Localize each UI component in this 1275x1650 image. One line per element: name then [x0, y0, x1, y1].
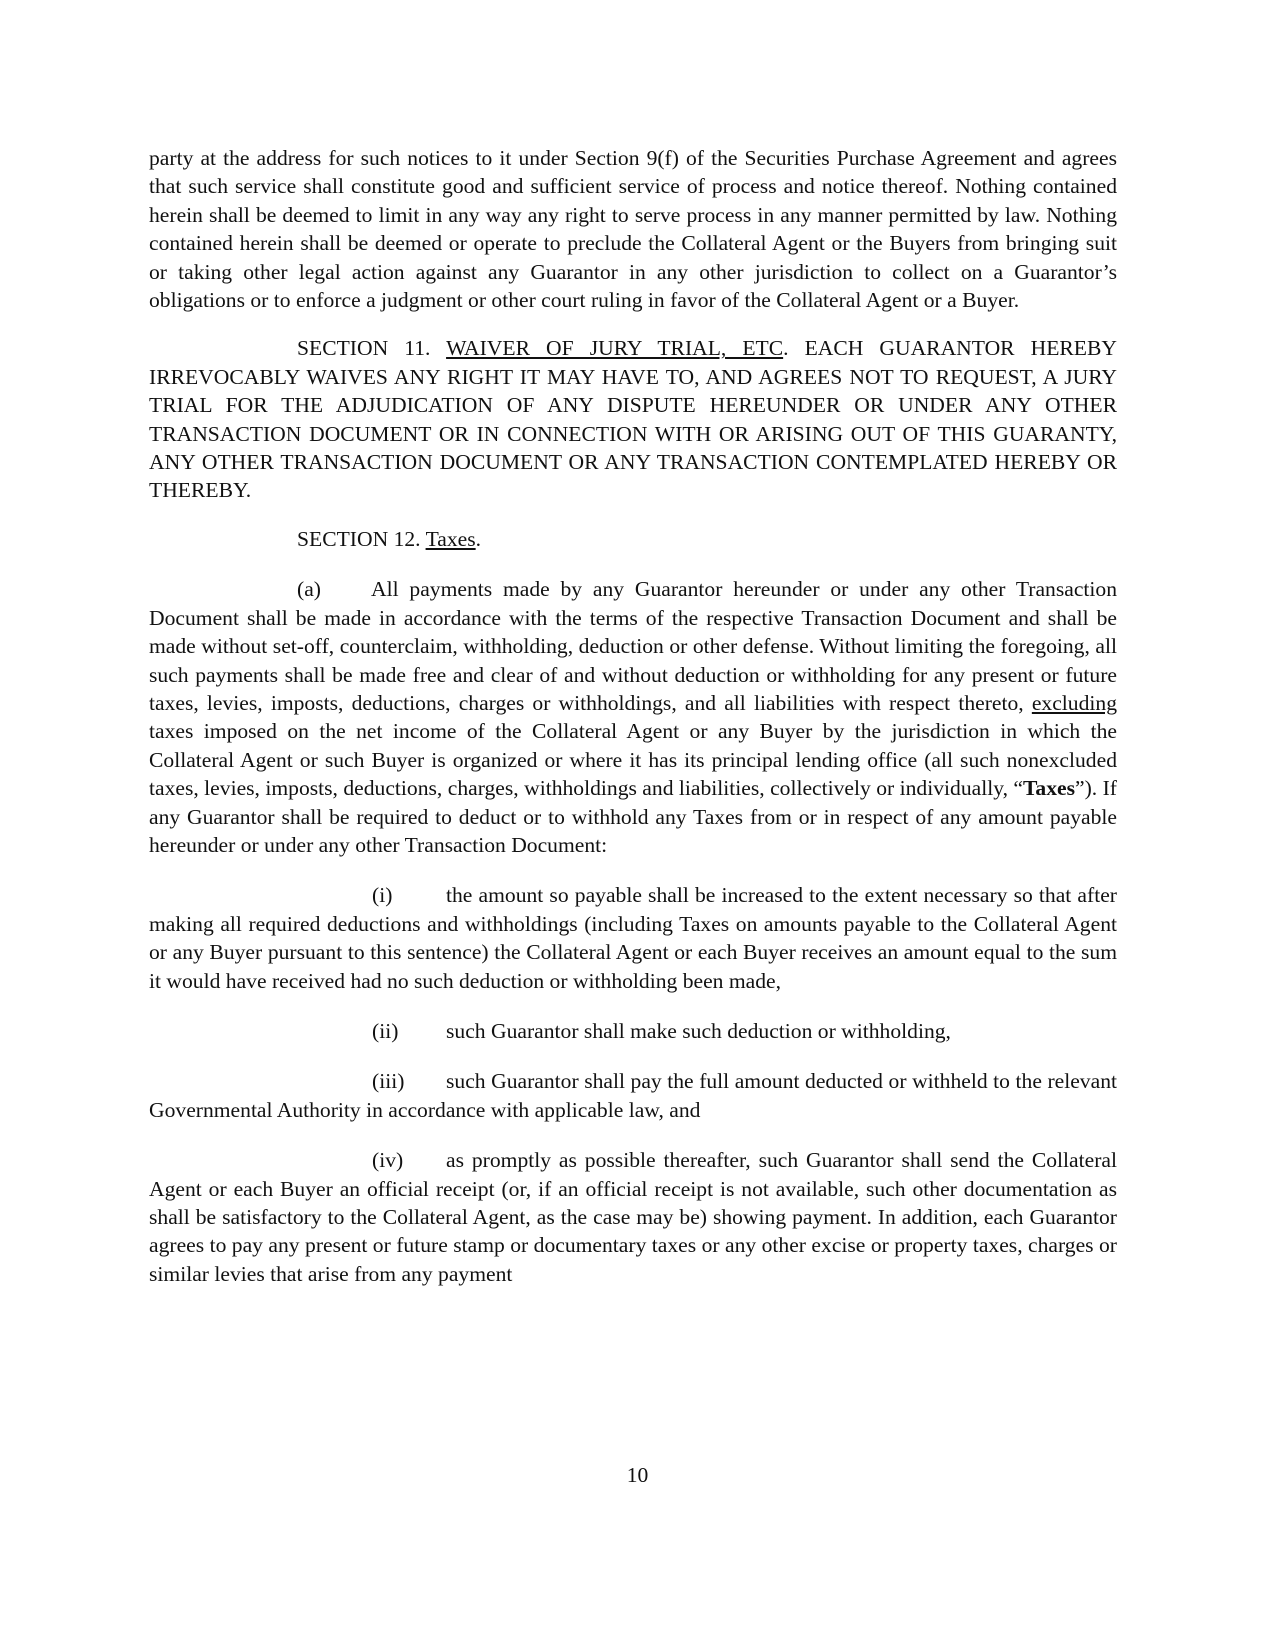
item-iv-paragraph — [149, 1146, 1117, 1288]
paragraph-text: party at the address for such notices to it under Section 9(f) of the Securities Purchase Agreement and agrees that such service shall constitute good and sufficient service of process and notice thereof. Nothing contained herein shall be deemed to limit in any way any right to serve process in any manner permitted by law. Nothing contained herein shall be deemed or operate to preclude the Collateral Agent or the Buyers from bringing suit or taking other legal action against any Guarantor in any other jurisdiction to collect on a Guarantor’s obligations or to enforce a judgment or other court ruling in favor of the Collateral Agent or a Buyer. — [149, 146, 1117, 313]
section-11-title: WAIVER OF JURY TRIAL, ETC — [446, 336, 784, 361]
section-11-body: EACH GUARANTOR HEREBY IRREVOCABLY WAIVES ANY RIGHT IT MAY HAVE TO, AND AGREES NOT TO REQUEST, A JURY TRIAL FOR THE ADJUDICATION OF ANY DISPUTE HEREUNDER OR UNDER ANY OTHER TRANSACTION DOCUMENT OR IN CONNECTION WITH OR ARISING OUT OF THIS GUARANTY, ANY OTHER TRANSACTION DOCUMENT OR ANY TRANSACTION CONTEMPLATED HEREBY OR THEREBY. — [149, 336, 1117, 503]
clause-a-text-2: taxes imposed on the net income of the Collateral Agent or any Buyer by the jurisdiction in which the Collateral Agent or such Buyer is organized or where it has its principal lending office (all such nonexcluded taxes, levies, imposts, deductions, charges, withholdings and liabilities, collectively or individually, “ — [149, 719, 1117, 801]
clause-a-text-1: All payments made by any Guarantor hereunder or under any other Transaction Document shall be made in accordance with the terms of the respective Transaction Document and shall be made without set-off, counterclaim, withholding, deduction or other defense. Without limiting the foregoing, all such payments shall be made free and clear of and without deduction or withholding for any present or future taxes, levies, imposts, deductions, charges or withholdings, and all liabilities with respect thereto, — [149, 577, 1117, 715]
item-i-label: (i) — [372, 883, 393, 908]
item-ii-paragraph — [149, 1017, 1117, 1045]
item-i-text: the amount so payable shall be increased to the extent necessary so that after making all required deductions and withholdings (including Taxes on amounts payable to the Collateral Agent or any Buyer pursuant to this sentence) the Collateral Agent or each Buyer receives an amount equal to the sum it would have received had no such deduction or withholding been made, — [149, 883, 1117, 993]
item-ii-label: (ii) — [372, 1018, 399, 1043]
section-12-title: Taxes — [425, 526, 476, 551]
item-iii-paragraph — [149, 1067, 1117, 1124]
taxes-defined-term: Taxes — [1023, 776, 1076, 801]
clause-a-text-3: ”). If any Guarantor shall be required to deduct or to withhold any Taxes from or in respect of any amount payable hereunder or under any other Transaction Document: — [149, 776, 1117, 857]
section-12-heading — [149, 525, 1117, 553]
clause-a-label: (a) — [297, 577, 321, 602]
item-i-paragraph — [149, 881, 1117, 995]
item-ii-text: such Guarantor shall make such deduction or withholding, — [446, 1018, 951, 1043]
item-iii-label: (iii) — [372, 1069, 405, 1094]
excluding-term: excluding — [1031, 690, 1117, 715]
page-number: 10 — [626, 1463, 649, 1487]
section-12-number: SECTION 12. — [297, 526, 426, 551]
section-11-paragraph — [149, 334, 1117, 504]
section-12-a-paragraph — [149, 575, 1117, 859]
paragraph-service-of-process — [149, 144, 1117, 314]
document-page — [149, 144, 1117, 1288]
section-12-title-end: . — [475, 526, 482, 551]
item-iv-label: (iv) — [372, 1148, 404, 1173]
section-11-title-end: . — [783, 336, 789, 361]
item-iv-text: as promptly as possible thereafter, such Guarantor shall send the Collateral Agent or each Buyer an official receipt (or, if an official receipt is not available, such other documentation as shall be satisfactory to the Collateral Agent, as the case may be) showing payment. In addition, each Guarantor agrees to pay any present or future stamp or documentary taxes or any other excise or property taxes, charges or similar levies that arise from any payment — [149, 1148, 1117, 1286]
section-11-number: SECTION 11. — [297, 336, 447, 361]
item-iii-text: such Guarantor shall pay the full amount deducted or withheld to the relevant Governmental Authority in accordance with applicable law, and — [149, 1069, 1117, 1122]
